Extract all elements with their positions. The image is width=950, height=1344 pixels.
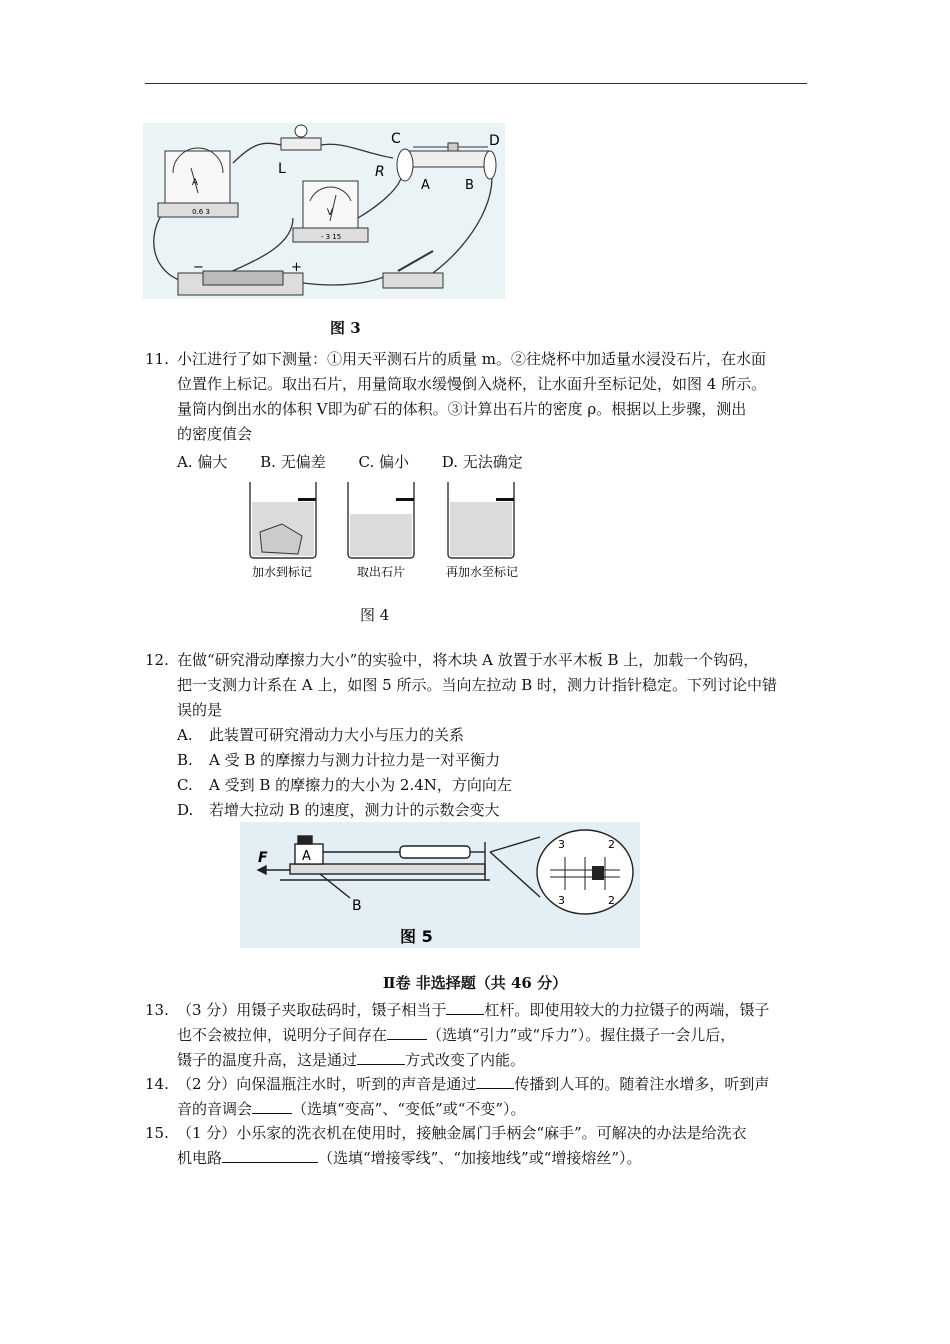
- board-B-label: B: [352, 898, 362, 914]
- section-2-title: Ⅱ卷 非选择题（共 46 分）: [382, 974, 568, 992]
- block-A-label: A: [302, 849, 311, 864]
- battery-minus-label: −: [193, 260, 204, 275]
- figure-5-friction: [240, 822, 640, 948]
- voltmeter-V-label: V: [326, 208, 334, 218]
- question-15: 15. （1 分）小乐家的洗衣机在使用时，接触金属门手柄会“麻手”。可解决的办法是给洗衣 机电路 （选填“增接零线”、“加接地线”或“增接熔丝”）。: [145, 1121, 810, 1171]
- header-rule: [145, 83, 807, 84]
- rheostat-R-label: R: [375, 164, 385, 180]
- question-text-line: 误的是: [177, 701, 223, 719]
- beaker-label: 再加水至标记: [445, 565, 519, 579]
- question-14: 14. （2 分）向保温瓶注水时，听到的声音是通过 传播到人耳的。随着注水增多，听到声 音的音调会 （选填“变高”、“变低”或“不变”）。: [145, 1072, 810, 1122]
- question-12-option-b: B. A 受 B 的摩擦力与测力计拉力是一对平衡力: [177, 751, 501, 769]
- scale-label: 3: [558, 838, 565, 851]
- figure-4-beakers: [242, 474, 534, 584]
- force-F-label: F: [258, 850, 268, 866]
- question-11-options: [177, 451, 551, 472]
- question-number: 15.: [145, 1124, 169, 1142]
- option-c: C. 偏小: [358, 453, 409, 471]
- answer-blank[interactable]: [387, 1025, 427, 1040]
- question-text-line: 的密度值会: [177, 425, 253, 443]
- question-text-line: 在做“研究滑动摩擦力大小”的实验中，将木块 A 放置于水平木板 B 上，加载一个钩码，: [177, 651, 759, 669]
- question-13: 13. （3 分）用镊子夹取砝码时，镊子相当于 杠杆。即使用较大的力拉镊子的两端，镊子 也不会被拉伸，说明分子间存在 （选填“引力”或“斥力”）。握住摄子一会儿后， 镊子的温度升高，这是通过 方式改变了内能。: [145, 998, 810, 1073]
- beaker-label: 取出石片: [356, 565, 406, 579]
- scale-label: 2: [608, 838, 615, 851]
- figure-3-circuit: [143, 123, 505, 299]
- rheostat-A-label: A: [421, 178, 430, 193]
- lamp-label: L: [278, 161, 286, 177]
- scale-label: 3: [558, 894, 565, 907]
- question-number: 12.: [145, 651, 169, 669]
- figure-5-caption: 图 5: [400, 927, 433, 946]
- question-number: 13.: [145, 1001, 169, 1019]
- question-number: 14.: [145, 1075, 169, 1093]
- question-11: [145, 347, 810, 447]
- question-text-line: 量筒内倒出水的体积 V即为矿石的体积。③计算出石片的密度 ρ。根据以上步骤，测出: [177, 400, 747, 418]
- battery-plus-label: +: [291, 260, 302, 275]
- option-a: A. 偏大: [177, 453, 228, 471]
- option-b: B. 无偏差: [260, 453, 326, 471]
- answer-blank[interactable]: [476, 1074, 514, 1089]
- question-text-line: 把一支测力计系在 A 上，如图 5 所示。当向左拉动 B 时，测力计指针稳定。下列讨论中错: [177, 676, 778, 694]
- rheostat-D-label: D: [489, 133, 500, 149]
- rheostat-B-label: B: [465, 178, 474, 193]
- question-12: [145, 648, 810, 723]
- question-number: 11.: [145, 350, 169, 368]
- question-text-line: 小江进行了如下测量：①用天平测石片的质量 m。②往烧杯中加适量水浸没石片，在水面: [177, 350, 766, 368]
- scale-label: 2: [608, 894, 615, 907]
- answer-blank[interactable]: [446, 1000, 484, 1015]
- figure-3-caption: 图 3: [330, 319, 361, 337]
- option-d: D. 无法确定: [441, 453, 523, 471]
- question-12-option-c: C. A 受到 B 的摩擦力的大小为 2.4N，方向向左: [177, 776, 512, 794]
- figure-4-caption: 图 4: [360, 606, 390, 624]
- ammeter-scale-label: 0.6 3: [192, 208, 210, 216]
- question-12-option-a: A. 此装置可研究滑动力大小与压力的关系: [177, 726, 465, 744]
- ammeter-A-label: A: [191, 178, 199, 188]
- question-12-option-d: D. 若增大拉动 B 的速度，测力计的示数会变大: [177, 801, 500, 819]
- answer-blank[interactable]: [252, 1099, 292, 1114]
- answer-blank[interactable]: [222, 1148, 318, 1163]
- question-text-line: 位置作上标记。取出石片，用量筒取水缓慢倒入烧杯，让水面升至标记处，如图 4 所示。: [177, 375, 767, 393]
- beaker-label: 加水到标记: [251, 565, 313, 579]
- voltmeter-scale-label: - 3 15: [320, 233, 342, 241]
- rheostat-C-label: C: [391, 131, 401, 147]
- answer-blank[interactable]: [357, 1050, 405, 1065]
